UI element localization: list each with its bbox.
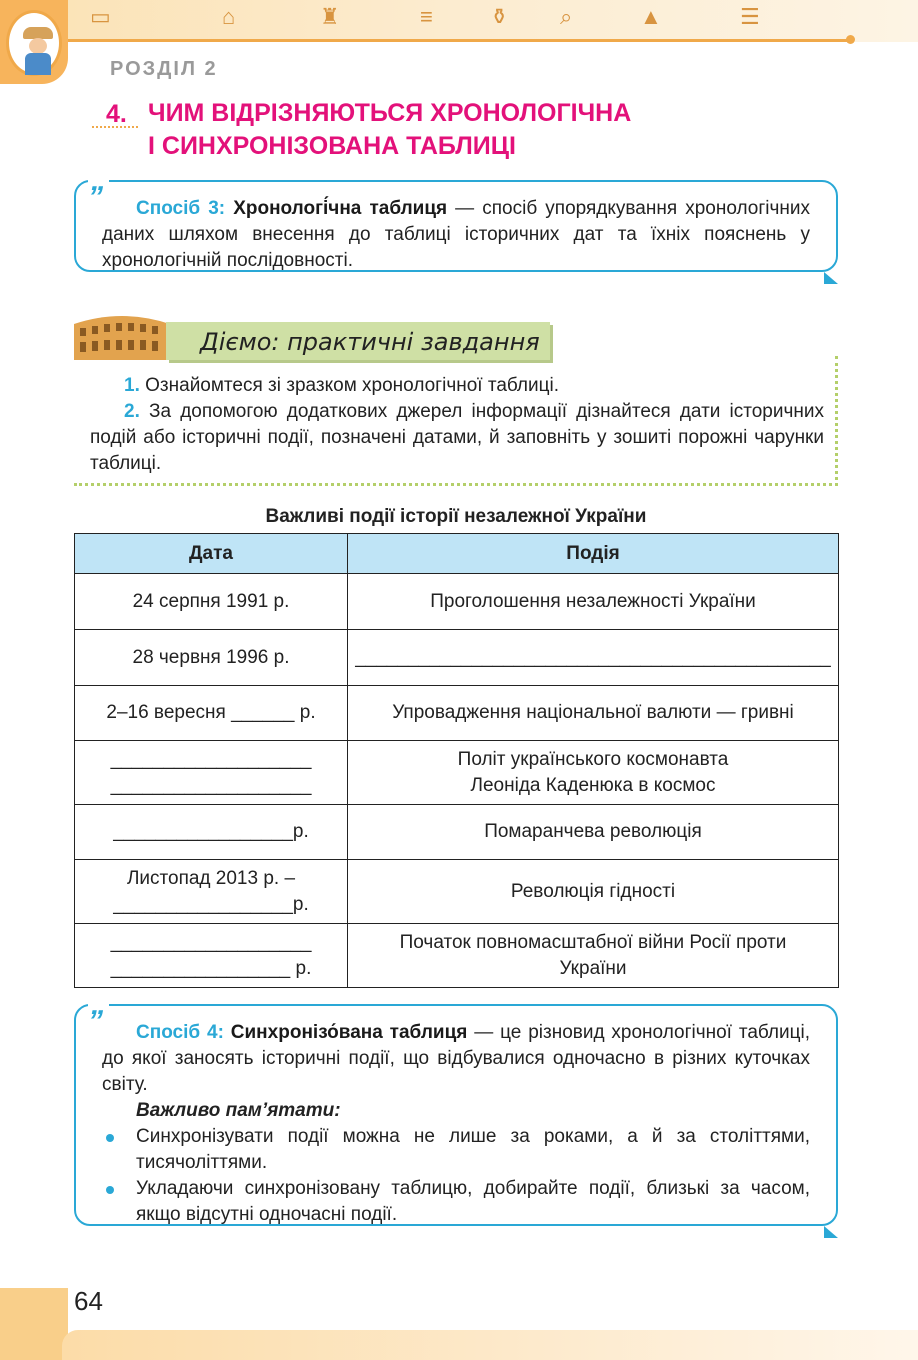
explorer-face-icon — [29, 38, 47, 54]
method4-term: Синхронізо́вана таблиця — [230, 1022, 468, 1043]
method4-lead: Спосіб 4: — [136, 1022, 224, 1043]
chest-icon: ▭ — [90, 4, 111, 29]
event-line: Початок повномасштабної війни Росії проти — [399, 931, 787, 953]
event-line: Леоніда Каденюка в космос — [470, 774, 716, 796]
date-line: _________________ р. — [110, 957, 312, 979]
page-title-line1: ЧИМ ВІДРІЗНЯЮТЬСЯ ХРОНОЛОГІЧНА — [148, 99, 632, 127]
table-caption: Важливі події історії незалежної України — [265, 506, 647, 527]
book-magnifier-icon: ⌕ — [560, 4, 573, 29]
date-cell — [75, 741, 348, 805]
task-2-text: За допомогою додаткових джерел інформації дізнайтеся дати історичних подій або історичні події, позначені датами, й заповніть у зошиті порожні чарунки таблиці. — [90, 401, 824, 474]
table-row — [75, 574, 839, 630]
date-line: ___________________ — [110, 774, 312, 796]
event-cell: Проголошення незалежності України — [348, 574, 839, 630]
top-rule-dot — [846, 35, 855, 44]
table-row — [75, 805, 839, 860]
event-cell — [348, 741, 839, 805]
event-cell: Упровадження національної валюти — гривні — [348, 686, 839, 741]
quote-icon: „ — [88, 994, 109, 1016]
date-line: ___________________ — [110, 931, 312, 953]
quote-icon: „ — [88, 170, 109, 192]
date-line: ___________________ — [110, 748, 312, 770]
list-item: Укладаючи синхронізовану таблицю, добирайте події, близькі за часом, якщо відсутні одночасні події. — [102, 1176, 810, 1228]
event-line: України — [559, 957, 627, 979]
events-table — [74, 533, 839, 988]
table-row — [75, 630, 839, 686]
method3-lead: Спосіб 3: — [136, 198, 226, 219]
top-rule — [62, 39, 852, 42]
table-header-row — [75, 534, 839, 574]
important-list — [102, 1124, 810, 1228]
document-icon: ☰ — [740, 4, 760, 29]
page-number: 64 — [74, 1286, 103, 1316]
task-1 — [90, 373, 824, 399]
speech-tail — [824, 272, 838, 284]
colosseum-icon — [72, 310, 172, 362]
explorer-body-icon — [25, 53, 51, 75]
date-cell — [75, 860, 348, 924]
task-1-text: Ознайомтеся зі зразком хронологічної таблиці. — [139, 375, 560, 396]
date-cell: 28 червня 1996 р. — [75, 630, 348, 686]
table-row — [75, 860, 839, 924]
heading-number: 4. — [106, 100, 127, 128]
date-line: _________________р. — [113, 893, 309, 915]
event-cell: _____________________________________________ — [348, 630, 839, 686]
page-title-line2: І СИНХРОНІЗОВАНА ТАБЛИЦІ — [148, 132, 516, 160]
pyramid-icon: ▲ — [640, 4, 662, 29]
museum-icon: ⌂ — [222, 4, 236, 29]
footer-corner — [0, 1288, 68, 1360]
event-cell: Революція гідності — [348, 860, 839, 924]
speech-tail — [824, 1226, 838, 1238]
event-cell — [348, 924, 839, 988]
event-line: Політ українського космонавта — [457, 748, 729, 770]
definition-box-method3 — [74, 180, 838, 272]
definition-box-method4 — [74, 1004, 838, 1226]
scroll-icon: ≡ — [420, 4, 433, 29]
task-2-number: 2. — [124, 401, 140, 422]
explorer-emblem — [6, 10, 62, 76]
date-cell — [75, 924, 348, 988]
castle-icon: ♜ — [320, 4, 340, 29]
date-cell: _________________р. — [75, 805, 348, 860]
method3-text: — спосіб упорядкування хронологічних даних шляхом внесення до таблиці історичних дат та їхніх пояснень у хронологічній послідовності. — [102, 198, 810, 271]
footer-band — [62, 1330, 918, 1360]
task-1-number: 1. — [124, 375, 140, 396]
table-row — [75, 686, 839, 741]
practice-tasks — [90, 373, 824, 477]
method4-definition — [102, 1020, 810, 1098]
table-row — [75, 924, 839, 988]
header-date: Дата — [75, 534, 348, 574]
list-item: Синхронізувати події можна не лише за роками, а й за століттями, тисячоліттями. — [102, 1124, 810, 1176]
date-line: Листопад 2013 р. – — [126, 867, 296, 889]
method4-text: — це різновид хронологічної таблиці, до якої заносять історичні події, що відбувалися одночасно в різних куточках світу. — [102, 1022, 810, 1095]
page-title — [148, 97, 828, 163]
header-event: Подія — [348, 534, 839, 574]
vase-icon: ⚱ — [490, 4, 509, 29]
table-row — [75, 741, 839, 805]
task-2 — [90, 399, 824, 477]
top-decorative-band — [0, 0, 918, 42]
date-cell: 24 серпня 1991 р. — [75, 574, 348, 630]
corner-badge — [0, 0, 68, 84]
practice-title: Дiємо: практичні завдання — [200, 328, 540, 356]
date-cell: 2–16 вересня ______ р. — [75, 686, 348, 741]
important-note-label: Важливо пам’ятати: — [136, 1100, 341, 1121]
heading-number-underline — [92, 126, 138, 128]
event-cell: Помаранчева революція — [348, 805, 839, 860]
section-label: РОЗДІЛ 2 — [110, 58, 218, 80]
method3-term: Хронологі́чна таблиця — [233, 198, 448, 219]
